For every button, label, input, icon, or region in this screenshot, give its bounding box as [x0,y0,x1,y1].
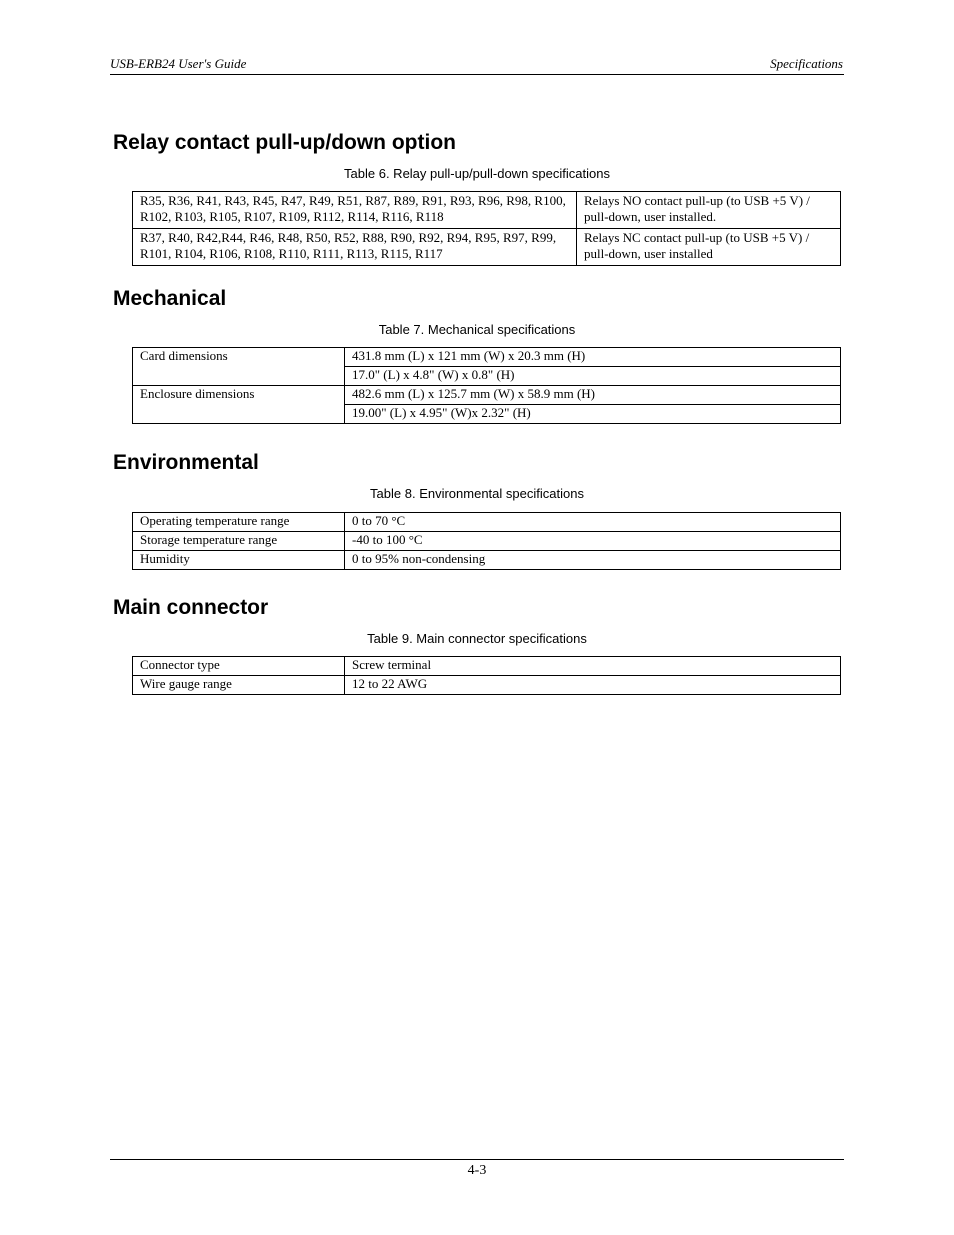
mechanical-spec-table [132,347,841,424]
section-title-environmental: Environmental [113,451,259,474]
table-cell: Screw terminal [345,657,841,676]
table-cell: Card dimensions [133,348,345,386]
table-row [133,386,841,405]
table-cell: Operating temperature range [133,513,345,532]
table-cell: 0 to 95% non-condensing [345,551,841,570]
table-row [133,192,841,229]
table-row [133,676,841,695]
table-caption-environmental: Table 8. Environmental specifications [370,486,584,501]
table-cell: Relays NC contact pull-up (to USB +5 V) / pull-down, user installed [577,229,841,266]
table-row [133,348,841,367]
table-cell: Relays NO contact pull-up (to USB +5 V) / pull-down, user installed. [577,192,841,229]
section-title-main-connector: Main connector [113,596,269,619]
header-doc-title: USB-ERB24 User's Guide [110,56,247,71]
table-cell: 482.6 mm (L) x 125.7 mm (W) x 58.9 mm (H) [345,386,841,405]
table-row [133,657,841,676]
table-cell: Wire gauge range [133,676,345,695]
table-cell: R35, R36, R41, R43, R45, R47, R49, R51, R87, R89, R91, R93, R96, R98, R100, R102, R103, R105, R107, R109, R112, R114, R116, R118 [133,192,577,229]
table-cell: Connector type [133,657,345,676]
environmental-spec-table [132,512,841,570]
page-header [110,55,844,75]
table-cell: -40 to 100 °C [345,532,841,551]
table-cell: Enclosure dimensions [133,386,345,424]
table-caption-mechanical: Table 7. Mechanical specifications [378,322,576,337]
table-caption-main-connector: Table 9. Main connector specifications [367,631,587,646]
table-cell: Humidity [133,551,345,570]
table-row [133,551,841,570]
table-cell: Storage temperature range [133,532,345,551]
header-section-name: Specifications [770,56,843,71]
table-row [133,532,841,551]
table-caption-relay: Table 6. Relay pull-up/pull-down specifications [344,166,610,181]
page-number: 4-3 [467,1163,487,1178]
table-cell: 431.8 mm (L) x 121 mm (W) x 20.3 mm (H) [345,348,841,367]
relay-spec-table [132,191,841,266]
table-row [133,229,841,266]
table-cell: 0 to 70 °C [345,513,841,532]
table-cell: 17.0" (L) x 4.8" (W) x 0.8" (H) [345,367,841,386]
section-title-relay: Relay contact pull-up/down option [113,131,456,154]
main-connector-spec-table [132,656,841,695]
page-footer [110,1159,844,1179]
table-row [133,513,841,532]
table-cell: R37, R40, R42,R44, R46, R48, R50, R52, R88, R90, R92, R94, R95, R97, R99, R101, R104, R106, R108, R110, R111, R113, R115, R117 [133,229,577,266]
table-cell: 12 to 22 AWG [345,676,841,695]
section-title-mechanical: Mechanical [113,287,227,310]
table-cell: 19.00" (L) x 4.95" (W)x 2.32" (H) [345,405,841,424]
